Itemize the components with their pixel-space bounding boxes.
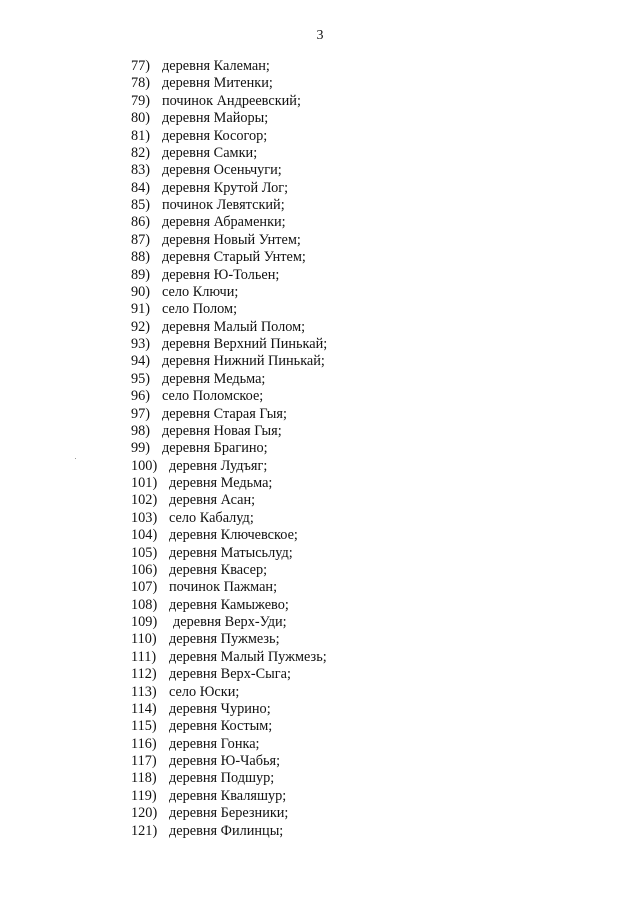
list-item <box>131 145 327 162</box>
list-item-settlement-name: деревня Березники; <box>169 805 289 822</box>
list-item-number: 90) <box>131 283 151 300</box>
list-item-settlement-name: деревня Старая Гыя; <box>162 405 287 422</box>
list-item-settlement-name: деревня Чурино; <box>169 700 271 717</box>
list-item-number: 107) <box>131 579 158 596</box>
list-item-settlement-name: деревня Малый Полом; <box>162 318 306 335</box>
settlement-list <box>131 58 327 840</box>
list-item-number: 101) <box>131 475 158 491</box>
list-item <box>131 701 327 718</box>
list-item-number: 79) <box>131 92 151 109</box>
list-item <box>131 736 327 753</box>
list-item-number: 92) <box>131 318 151 335</box>
list-item <box>131 788 327 805</box>
list-item <box>131 492 327 509</box>
list-item <box>131 180 327 197</box>
list-item-number: 103) <box>131 509 158 526</box>
list-item-settlement-name: деревня Ключевское; <box>169 527 298 544</box>
list-item-number: 89) <box>131 266 151 283</box>
list-item-settlement-name: деревня Косогор; <box>162 127 268 144</box>
list-item-settlement-name: деревня Калеман; <box>162 58 270 74</box>
list-item-settlement-name: деревня Медьма; <box>169 475 273 491</box>
list-item <box>131 406 327 423</box>
list-item <box>131 475 327 492</box>
page-number: 3 <box>316 28 324 43</box>
list-item-number: 97) <box>131 405 151 422</box>
list-item-number: 86) <box>131 214 151 231</box>
list-item-settlement-name: село Юски; <box>169 683 240 700</box>
list-item-number: 117) <box>131 753 157 769</box>
list-item-settlement-name: деревня Новая Гыя; <box>162 422 282 439</box>
list-item-settlement-name: деревня Пужмезь; <box>169 631 280 648</box>
list-item-number: 91) <box>131 301 151 318</box>
list-item-number: 121) <box>131 822 158 839</box>
list-item-settlement-name: деревня Крутой Лог; <box>162 179 289 196</box>
list-item-number: 105) <box>131 544 158 561</box>
list-item <box>131 510 327 527</box>
list-item <box>131 805 327 822</box>
list-item-number: 88) <box>131 249 151 266</box>
list-item <box>131 232 327 249</box>
list-item-number: 108) <box>131 596 158 613</box>
list-item <box>131 267 327 284</box>
list-item-settlement-name: деревня Медьма; <box>162 370 266 387</box>
list-item-settlement-name: деревня Костым; <box>169 718 273 735</box>
list-item-settlement-name: деревня Гонка; <box>169 735 260 752</box>
list-item <box>131 197 327 214</box>
list-item-settlement-name: деревня Верх-Сыга; <box>169 666 291 683</box>
list-item <box>131 93 327 110</box>
list-item-settlement-name: деревня Малый Пужмезь; <box>169 648 327 665</box>
list-item <box>131 301 327 318</box>
list-item <box>131 75 327 92</box>
list-item-number: 78) <box>131 75 151 92</box>
list-item-settlement-name: деревня Ю-Тольен; <box>162 266 280 283</box>
list-item-number: 77) <box>131 58 151 74</box>
list-item-settlement-name: деревня Камыжево; <box>169 596 289 613</box>
list-item-number: 94) <box>131 353 151 370</box>
list-item-settlement-name: деревня Ю-Чабья; <box>169 753 281 769</box>
list-item-settlement-name: починок Пажман; <box>169 579 278 596</box>
list-item <box>131 527 327 544</box>
list-item <box>131 684 327 701</box>
list-item-number: 96) <box>131 388 151 405</box>
list-item <box>131 649 327 666</box>
list-item-number: 118) <box>131 770 157 787</box>
list-item-number: 87) <box>131 231 151 248</box>
list-item <box>131 128 327 145</box>
list-item-settlement-name: деревня Лудъяг; <box>169 457 268 474</box>
list-item <box>131 597 327 614</box>
list-item-settlement-name: деревня Квасер; <box>169 561 268 578</box>
list-item-settlement-name: деревня Митенки; <box>162 75 273 92</box>
list-item-number: 102) <box>131 492 158 509</box>
list-item-settlement-name: село Кабалуд; <box>169 509 254 526</box>
list-item <box>131 214 327 231</box>
list-item-settlement-name: деревня Матысьлуд; <box>169 544 293 561</box>
list-item-settlement-name: деревня Верхний Пинькай; <box>162 336 328 352</box>
list-item-settlement-name: деревня Новый Унтем; <box>162 231 301 248</box>
list-item-number: 114) <box>131 700 157 717</box>
list-item-settlement-name: деревня Подшур; <box>169 770 275 787</box>
list-item-settlement-name: село Поломское; <box>162 388 264 405</box>
list-item-number: 119) <box>131 787 157 804</box>
list-item-settlement-name: деревня Нижний Пинькай; <box>162 353 325 370</box>
list-item <box>131 249 327 266</box>
list-item-number: 111) <box>131 648 157 665</box>
list-item <box>131 440 327 457</box>
list-item <box>131 770 327 787</box>
list-item-settlement-name: деревня Старый Унтем; <box>162 249 306 266</box>
list-item-number: 99) <box>131 440 151 457</box>
list-item-settlement-name: деревня Абраменки; <box>162 214 286 231</box>
list-item <box>131 753 327 770</box>
margin-mark <box>75 458 76 459</box>
list-item <box>131 110 327 127</box>
list-item <box>131 631 327 648</box>
list-item-settlement-name: село Полом; <box>162 301 238 318</box>
list-item-number: 116) <box>131 735 157 752</box>
list-item-settlement-name: деревня Асан; <box>169 492 256 509</box>
list-item-number: 110) <box>131 631 157 648</box>
list-item-number: 95) <box>131 370 151 387</box>
list-item-settlement-name: деревня Майоры; <box>162 110 269 127</box>
list-item-number: 113) <box>131 683 157 700</box>
list-item <box>131 458 327 475</box>
list-item <box>131 545 327 562</box>
list-item-number: 120) <box>131 805 158 822</box>
list-item-settlement-name: деревня Филинцы; <box>169 822 284 839</box>
list-item-settlement-name: деревня Осеньчуги; <box>162 162 282 179</box>
list-item-number: 81) <box>131 127 151 144</box>
list-item <box>131 388 327 405</box>
list-item <box>131 371 327 388</box>
list-item <box>131 823 327 840</box>
list-item-settlement-name: починок Левятский; <box>162 197 285 213</box>
list-item <box>131 319 327 336</box>
list-item-number: 98) <box>131 422 151 439</box>
list-item-number: 112) <box>131 666 157 683</box>
list-item-number: 109) <box>131 614 158 630</box>
list-item-settlement-name: село Ключи; <box>162 283 239 300</box>
list-item <box>131 58 327 75</box>
list-item-settlement-name: починок Андреевский; <box>162 92 301 109</box>
list-item <box>131 423 327 440</box>
list-item-settlement-name: деревня Верх-Уди; <box>173 614 287 630</box>
list-item <box>131 579 327 596</box>
list-item-number: 115) <box>131 718 157 735</box>
list-item <box>131 666 327 683</box>
list-item-settlement-name: деревня Самки; <box>162 144 258 161</box>
list-item <box>131 353 327 370</box>
list-item-number: 82) <box>131 144 151 161</box>
list-item-number: 80) <box>131 110 151 127</box>
list-item-settlement-name: деревня Кваляшур; <box>169 787 287 804</box>
list-item <box>131 562 327 579</box>
list-item-number: 93) <box>131 336 151 352</box>
list-item-number: 100) <box>131 457 158 474</box>
list-item <box>131 614 327 631</box>
list-item-number: 83) <box>131 162 151 179</box>
list-item <box>131 162 327 179</box>
list-item-settlement-name: деревня Брагино; <box>162 440 268 457</box>
list-item-number: 106) <box>131 561 158 578</box>
list-item <box>131 718 327 735</box>
list-item <box>131 336 327 353</box>
list-item-number: 104) <box>131 527 158 544</box>
list-item <box>131 284 327 301</box>
list-item-number: 85) <box>131 197 151 213</box>
list-item-number: 84) <box>131 179 151 196</box>
